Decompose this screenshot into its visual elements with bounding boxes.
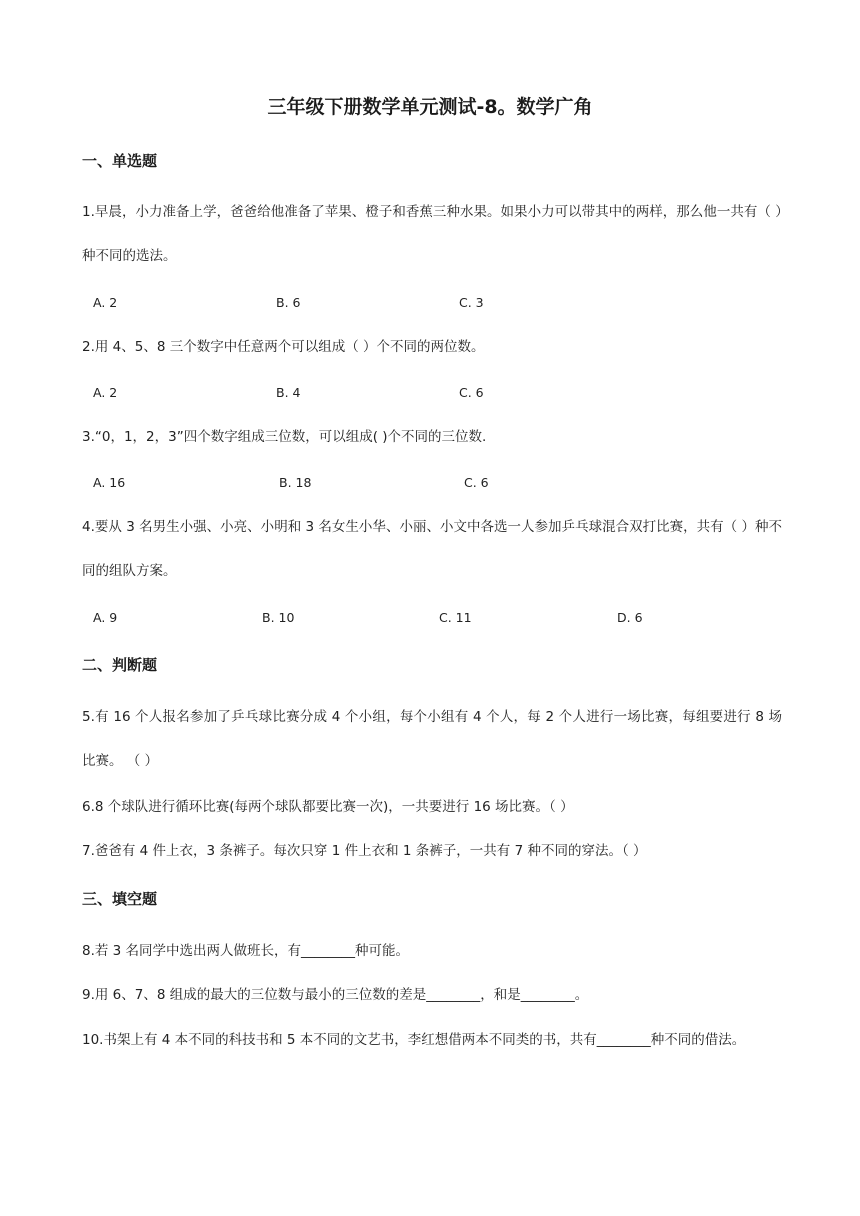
option-c: C. 6 [459, 385, 484, 400]
option-d: D. 6 [617, 610, 643, 625]
question-7: 7.爸爸有 4 件上衣，3 条裤子。每次只穿 1 件上衣和 1 条裤子，一共有 7 种不同的穿法。（ ） [82, 843, 647, 859]
section-heading-fill-blank: 三、填空题 [82, 890, 158, 908]
question-9: 9.用 6、7、8 组成的最大的三位数与最小的三位数的差是________，和是________。 [82, 987, 589, 1003]
question-6: 6.8 个球队进行循环比赛(每两个球队都要比赛一次)，一共要进行 16 场比赛。（ ） [82, 799, 574, 815]
option-b: B. 10 [262, 610, 295, 625]
option-c: C. 3 [459, 295, 484, 310]
section-heading-true-false: 二、判断题 [82, 656, 158, 674]
question-2: 2.用 4、5、8 三个数字中任意两个可以组成（ ）个不同的两位数。 [82, 339, 485, 355]
question-5: 5.有 16 个人报名参加了乒乓球比赛分成 4 个小组，每个小组有 4 个人，每 2 个人进行一场比赛，每组要进行 8 场比赛。 （ ） [82, 709, 782, 769]
option-c: C. 11 [439, 610, 472, 625]
option-a: A. 9 [93, 610, 118, 625]
page-title: 三年级下册数学单元测试-8。数学广角 [267, 96, 593, 118]
section-heading-single-choice: 一、单选题 [82, 152, 158, 170]
option-b: B. 4 [276, 385, 301, 400]
question-4: 4.要从 3 名男生小强、小亮、小明和 3 名女生小华、小丽、小文中各选一人参加乒乓球混合双打比赛，共有（ ）种不同的组队方案。 [82, 519, 782, 579]
question-1: 1.早晨，小力准备上学，爸爸给他准备了苹果、橙子和香蕉三种水果。如果小力可以带其中的两样，那么他一共有（ ）种不同的选法。 [82, 204, 782, 264]
option-a: A. 2 [93, 385, 118, 400]
question-10: 10.书架上有 4 本不同的科技书和 5 本不同的文艺书，李红想借两本不同类的书，共有________种不同的借法。 [82, 1032, 746, 1048]
option-b: B. 18 [279, 475, 312, 490]
question-8: 8.若 3 名同学中选出两人做班长，有________种可能。 [82, 943, 410, 959]
question-3: 3.“0，1，2，3”四个数字组成三位数，可以组成( )个不同的三位数. [82, 429, 487, 445]
option-a: A. 2 [93, 295, 118, 310]
option-c: C. 6 [464, 475, 489, 490]
option-b: B. 6 [276, 295, 301, 310]
option-a: A. 16 [93, 475, 126, 490]
